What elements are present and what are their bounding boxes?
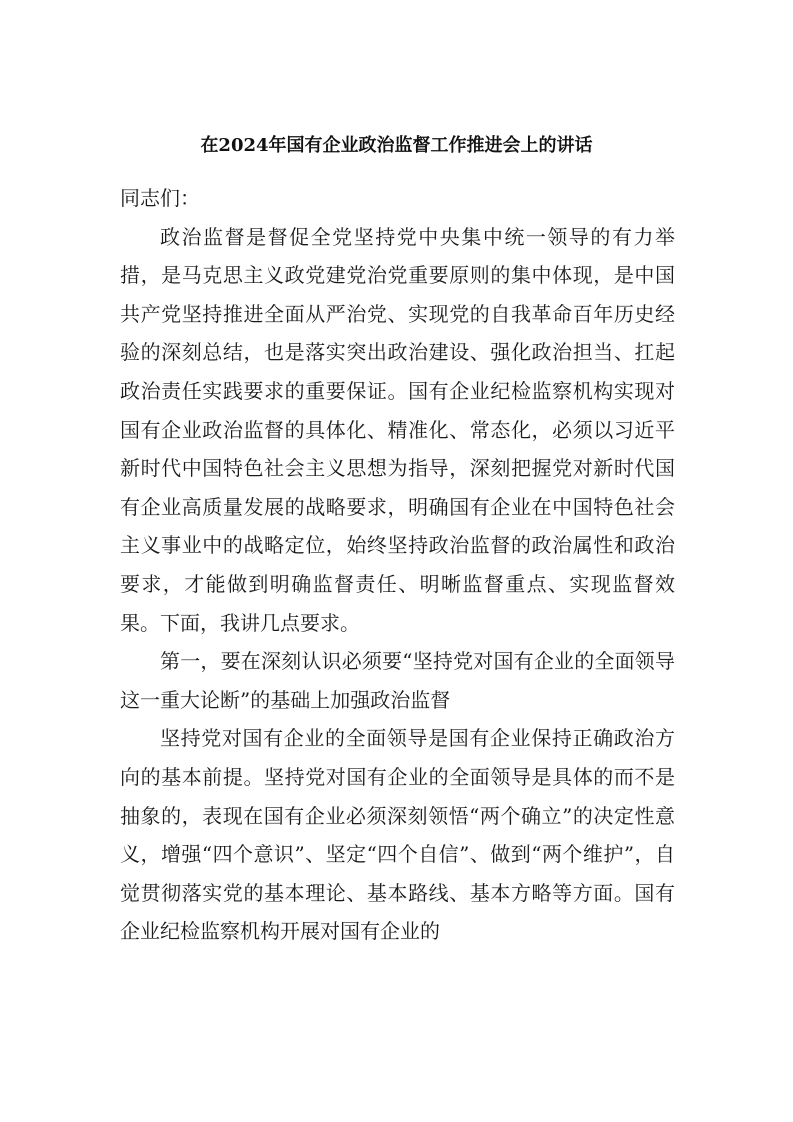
salutation: 同志们：: [120, 186, 200, 210]
page-title: 在2024年国有企业政治监督工作推进会上的讲话: [200, 135, 593, 156]
paragraph-intro: 政治监督是督促全党坚持党中央集中统一领导的有力举措，是马克思主义政党建党治党重要原则的集中体现，是中国共产党坚持推进全面从严治党、实现党的自我革命百年历史经验的深刻总结，也是落实突出政治建设、强化政治担当、扛起政治责任实践要求的重要保证。国有企业纪检监察机构实现对国有企业政治监督的具体化、精准化、常态化，必须以习近平新时代中国特色社会主义思想为指导，深刻把握党对新时代国有企业高质量发展的战略要求，明确国有企业在中国特色社会主义事业中的战略定位，始终坚持政治监督的政治属性和政治要求，才能做到明确监督责任、明晰监督重点、实现监督效果。下面，我讲几点要求。: [120, 224, 675, 635]
document-body: [120, 179, 675, 951]
section-heading-first: 第一，要在深刻认识必须要“坚持党对国有企业的全面领导这一重大论断”的基础上加强政治监督: [120, 649, 675, 712]
paragraph-first-section: 坚持党对国有企业的全面领导是国有企业保持正确政治方向的基本前提。坚持党对国有企业的全面领导是具体的而不是抽象的，表现在国有企业必须深刻领悟“两个确立”的决定性意义，增强“四个意识”、坚定“四个自信”、做到“两个维护”，自觉贯彻落实党的基本理论、基本路线、基本方略等方面。国有企业纪检监察机构开展对国有企业的: [120, 726, 675, 944]
